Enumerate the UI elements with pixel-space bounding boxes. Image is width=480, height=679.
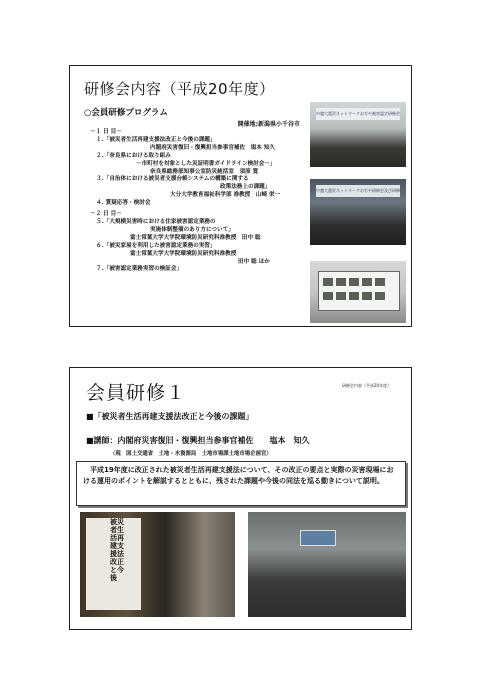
topic-heading: ■「被災者生活再建支援法改正と今後の課題」 [86,412,254,421]
display-board-photo [310,261,406,323]
list-item: ２.「奈良県における取り組み [96,152,171,159]
list-item: 政策法務上の課題」 [220,184,271,191]
corner-note: 研修会内容（平成20年度） [342,383,392,388]
list-item-speaker: 大分大学教育福祉科学部 准教授 山崎 栄一 [170,192,281,199]
signboard-text: 被災者生活再建支援法改正と今後 [110,518,124,582]
program-list [90,129,305,274]
list-item: 実施体制整備のあり方について」 [150,226,234,233]
display-board [318,271,400,311]
list-item: ３.「自治体における被災者支援台帳システムの構築に関する [96,176,249,183]
lecturer-photo [80,512,235,617]
slide-member-training [69,367,412,630]
list-item: －市町村を対象とした災証明書ガイドライン検討会－」 [136,160,276,167]
list-item: ５.「大規模災害時における住家被害認定業務の [96,218,216,225]
summary-box: 平成19年度に改正された被災者生活再建支援法について、その改正の要点と実際の災害現場における運用のポイントを解説するとともに、残された課題や今後の同法を巡る動きについて説明。 [76,461,406,506]
audience-photo [248,512,406,617]
list-item: １.「被災者生活再建支援法改正と今後の課題」 [96,136,216,143]
program-heading: ○会員研修プログラム [84,108,168,118]
list-item-speaker: 田中 聡 ほか [238,258,270,265]
list-item-speaker: 奈良県総務部知事公室防災統括室 須原 寛 [150,168,259,175]
list-item-speaker: 内閣府災害復旧・復興担当参事官補佐 塩本 知久 [150,144,276,151]
list-item: ７.「被害認定業務実習の検証会」 [96,266,183,273]
projector-screen [300,530,336,546]
list-item-speaker: 富士常葉大学大学院環境防災研究科准教授 [130,250,237,257]
list-item-speaker: 富士常葉大学大学院環境防災研究科准教授 田中 聡 [130,234,261,241]
slide-program [69,65,412,327]
list-item: ６.「被災家屋を利用した被害認定業務の実習」 [96,242,216,249]
slide-title: 会員研修１ [86,382,187,404]
photo-banner: 中越大震災ネットワークおぢや被害認定研修会 [316,108,400,120]
photo-banner: 中越大震災ネットワークおぢや研修会及び研修 [316,185,400,197]
lecture-photo [310,179,406,245]
day1-heading: －１ 日 目－ [90,129,122,135]
day2-heading: －２ 日 目－ [90,211,122,218]
lecturer-line: ■講師：内閣府災害復旧・復興担当参事官補佐 塩本 知久 [86,436,310,445]
lecturer-current-post: （現 国土交通省 土地・水資源局 土地市場課土地市場企画官） [110,451,272,457]
venue-label: 開催地:新潟県小千谷市 [237,121,300,128]
seminar-photo [310,102,406,167]
list-item: ４. 質疑応答・検討会 [96,200,151,207]
slide-title: 研修会内容（平成20年度） [84,80,275,98]
